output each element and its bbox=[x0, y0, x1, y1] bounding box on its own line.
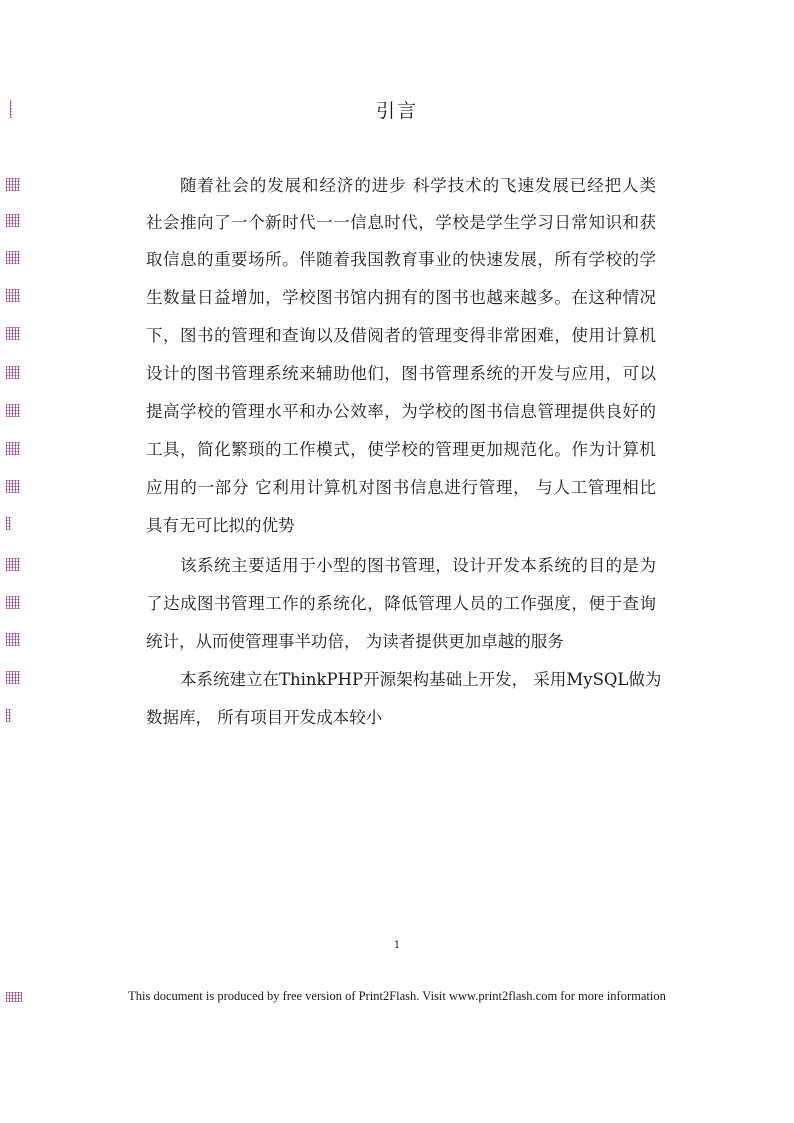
margin-mark bbox=[6, 709, 11, 722]
body-line: 具有无可比拟的优势 bbox=[146, 516, 295, 535]
body-line: 随着社会的发展和经济的进步 科学技术的飞速发展已经把人类 bbox=[180, 176, 656, 195]
body-line: 数据库， 所有项目开发成本较小 bbox=[146, 708, 383, 727]
body-line: 设计的图书管理系统来辅助他们，图书管理系统的开发与应用，可以 bbox=[146, 364, 656, 383]
page-title: 引言 bbox=[375, 100, 418, 122]
page-number: 1 bbox=[393, 940, 401, 951]
watermark-footer: This document is produced by free version of Print2Flash. Visit www.print2flash.com for more information bbox=[128, 989, 666, 1003]
margin-mark bbox=[6, 671, 20, 684]
margin-mark bbox=[6, 480, 20, 493]
body-line: 统计，从而使管理事半功倍， 为读者提供更加卓越的服务 bbox=[146, 632, 564, 651]
margin-mark bbox=[6, 442, 20, 455]
margin-mark bbox=[6, 558, 20, 571]
margin-mark bbox=[6, 178, 20, 191]
margin-mark bbox=[6, 251, 20, 264]
body-line: 了达成图书管理工作的系统化，降低管理人员的工作强度，便于查询 bbox=[146, 594, 656, 613]
body-line: 社会推向了一个新时代一一信息时代，学校是学生学习日常知识和获 bbox=[146, 213, 656, 232]
margin-mark bbox=[6, 404, 20, 417]
margin-mark bbox=[6, 596, 20, 609]
margin-mark bbox=[6, 366, 20, 379]
body-line: 生数量日益增加，学校图书馆内拥有的图书也越来越多。在这种情况 bbox=[146, 288, 656, 307]
body-line: 提高学校的管理水平和办公效率，为学校的图书信息管理提供良好的 bbox=[146, 402, 656, 421]
margin-mark bbox=[6, 289, 20, 302]
body-line: 下，图书的管理和查询以及借阅者的管理变得非常困难，使用计算机 bbox=[146, 326, 656, 345]
margin-mark bbox=[6, 517, 11, 530]
margin-mark bbox=[6, 327, 20, 340]
body-line: 工具，简化繁琐的工作模式，使学校的管理更加规范化。作为计算机 bbox=[146, 440, 656, 459]
margin-mark bbox=[6, 214, 20, 227]
margin-mark bbox=[6, 633, 20, 646]
body-line: 应用的一部分 它利用计算机对图书信息进行管理， 与人工管理相比 bbox=[146, 478, 656, 497]
body-line: 该系统主要适用于小型的图书管理，设计开发本系统的目的是为 bbox=[180, 556, 656, 575]
body-line: 本系统建立在ThinkPHP开源架构基础上开发， 采用MySQL做为 bbox=[180, 670, 662, 689]
body-line: 取信息的重要场所。伴随着我国教育事业的快速发展，所有学校的学 bbox=[146, 250, 656, 269]
